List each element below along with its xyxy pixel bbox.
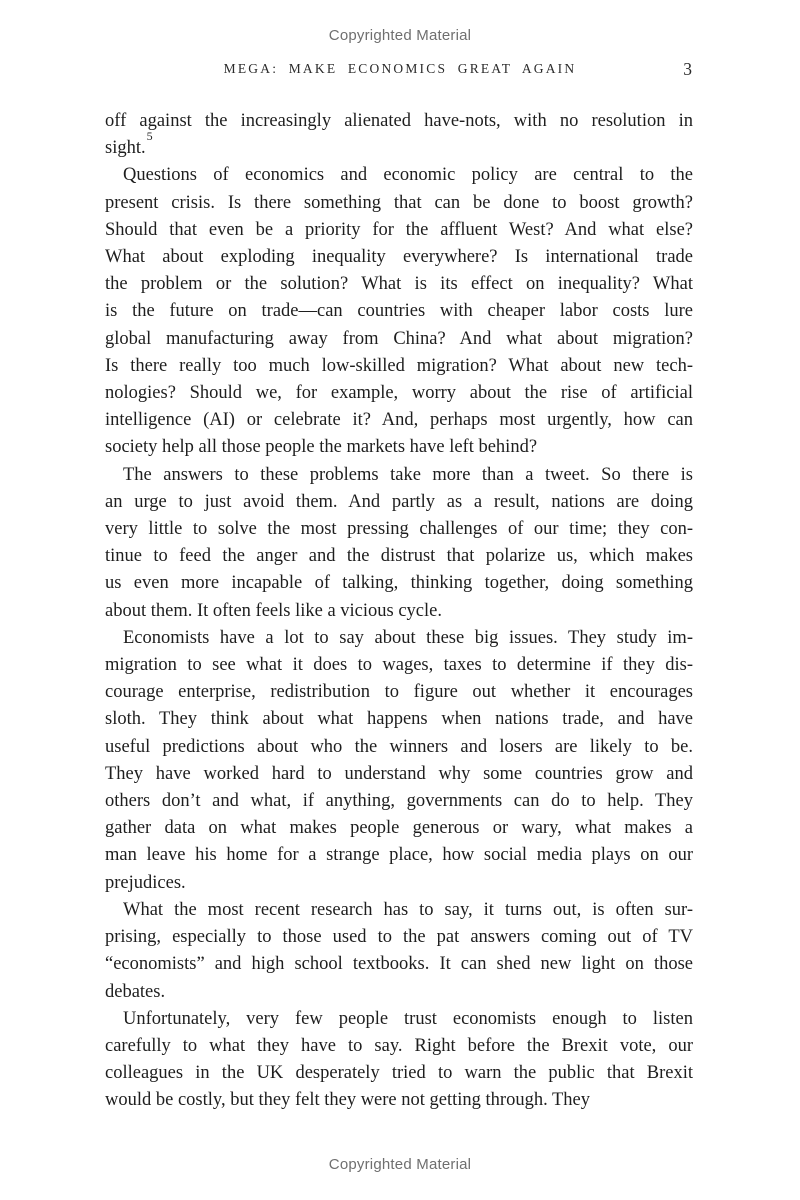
text-line: Is there really too much low-skilled migration? What about new tech- [105,355,693,376]
copyright-watermark-top: Copyrighted Material [328,27,472,44]
text-line: Questions of economics and economic policy are central to the [123,165,693,186]
text-line: Unfortunately, very few people trust economists enough to listen [123,1008,693,1029]
text-line: about them. It often feels like a vicious cycle. [105,600,442,621]
body-text [105,108,693,1115]
text-line: Economists have a lot to say about these big issues. They study im- [123,627,693,648]
text-line: “economists” and high school textbooks. It can shed new light on those [105,954,693,975]
text-line: the problem or the solution? What is its effect on inequality? What [105,274,693,295]
paragraph [105,162,693,461]
text-line: an urge to just avoid them. And partly as a result, nations are doing [105,491,693,512]
text-line: us even more incapable of talking, thinking together, doing something [105,573,693,594]
footnote-ref: 5 [146,129,153,144]
text-line: The answers to these problems take more than a tweet. So there is [123,464,693,485]
text-line: sight.$^5$ [105,129,153,159]
text-line: They have worked hard to understand why some countries grow and [105,763,693,784]
text-line: What the most recent research has to say, it turns out, is often sur- [123,899,693,920]
text-line: others don’t and what, if anything, governments can do to help. They [105,791,693,812]
text-line: Should that even be a priority for the affluent West? And what else? [105,219,693,240]
text-line: present crisis. Is there something that can be done to boost growth? [105,192,693,213]
text-line: What about exploding inequality everywhere? Is international trade [105,247,693,268]
text-line: off against the increasingly alienated have-nots, with no resolution in [105,111,693,131]
paragraph [105,897,693,1006]
text-line: colleagues in the UK desperately tried to warn the public that Brexit [105,1063,693,1084]
text-line: nologies? Should we, for example, worry about the rise of artificial [105,383,693,404]
paragraph [105,108,693,162]
text-line: carefully to what they have to say. Right before the Brexit vote, our [105,1035,693,1056]
text-line: gather data on what makes people generous or wary, what makes a [105,818,693,839]
text-line: useful predictions about who the winners and losers are likely to be. [105,736,693,757]
page-number: 3 [683,59,692,79]
running-header [0,61,800,83]
paragraph [105,1006,693,1115]
text-line: global manufacturing away from China? And what about migration? [105,328,693,349]
text-line: man leave his home for a strange place, how social media plays on our [105,845,693,866]
text-line: tinue to feed the anger and the distrust that polarize us, which makes [105,546,693,567]
text-line: sloth. They think about what happens when nations trade, and have [105,709,693,730]
text-line: prising, especially to those used to the pat answers coming out of TV [105,927,693,948]
text-line: migration to see what it does to wages, taxes to determine if they dis- [105,655,693,676]
text-line: courage enterprise, redistribution to figure out whether it encourages [105,682,693,703]
copyright-watermark-bottom: Copyrighted Material [328,1156,472,1173]
paragraph [105,462,693,625]
text-line: intelligence (AI) or celebrate it? And, perhaps most urgently, how can [105,410,693,431]
text-line: is the future on trade—can countries with cheaper labor costs lure [105,301,693,322]
chapter-title: MEGA: MAKE ECONOMICS GREAT AGAIN [223,61,577,76]
text-line: society help all those people the markets have left behind? [105,437,538,458]
paragraph [105,625,693,897]
text-line: would be costly, but they felt they were not getting through. They [105,1090,591,1111]
text-line: debates. [105,981,166,1002]
text-line: prejudices. [105,872,186,893]
text-line: very little to solve the most pressing challenges of our time; they con- [105,519,693,540]
